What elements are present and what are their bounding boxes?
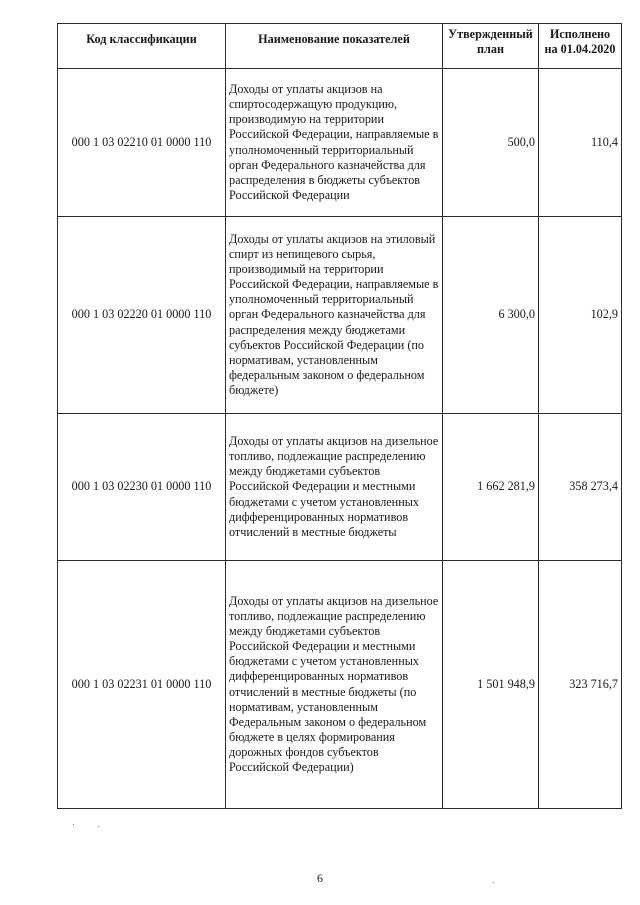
row-name: Доходы от уплаты акцизов на этиловый спирт из непищевого сырья, производимый на территории Российской Федерации, направляемые в уполномоченный территориальный орган Федерального казначейства для распределения между бюджетами субъектов Российской Федерации (по нормативам, установленным федеральным законом о федеральном бюджете) bbox=[226, 217, 443, 414]
table-row bbox=[58, 414, 622, 561]
header-done-line2: на 01.04.2020 bbox=[544, 42, 616, 56]
table-row bbox=[58, 69, 622, 217]
row-name: Доходы от уплаты акцизов на спиртосодержащую продукцию, производимую на территории Российской Федерации, направляемые в уполномоченный территориальный орган Федерального казначейства для распределения в бюджеты субъектов Российской Федерации bbox=[226, 69, 443, 217]
row-name: Доходы от уплаты акцизов на дизельное топливо, подлежащие распределению между бюджетами субъектов Российской Федерации и местными бюджетами с учетом установленных дифференцированных нормативов отчислений в местные бюджеты (по нормативам, установленным Федеральным законом о федеральном бюджете в целях формирования дорожных фондов субъектов Российской Федерации) bbox=[226, 561, 443, 809]
header-plan bbox=[443, 24, 539, 69]
page-number: 6 bbox=[317, 871, 323, 885]
header-plan-line2: план bbox=[477, 42, 504, 56]
row-code: 000 1 03 02210 01 0000 110 bbox=[58, 69, 226, 217]
row-code: 000 1 03 02220 01 0000 110 bbox=[58, 217, 226, 414]
header-done-line1: Исполнено bbox=[549, 27, 611, 41]
row-code: 000 1 03 02230 01 0000 110 bbox=[58, 414, 226, 561]
row-code: 000 1 03 02231 01 0000 110 bbox=[58, 561, 226, 809]
table-header-row bbox=[58, 24, 622, 69]
row-plan: 500,0 bbox=[443, 69, 539, 217]
header-name: Наименование показателей bbox=[226, 24, 443, 69]
row-done: 323 716,7 bbox=[539, 561, 622, 809]
header-done bbox=[539, 24, 622, 69]
revenue-table bbox=[57, 23, 622, 809]
scan-speck bbox=[73, 824, 74, 825]
table-row bbox=[58, 561, 622, 809]
row-done: 358 273,4 bbox=[539, 414, 622, 561]
row-name: Доходы от уплаты акцизов на дизельное топливо, подлежащие распределению между бюджетами субъектов Российской Федерации и местными бюджетами с учетом установленных дифференцированных нормативов отчислений в местные бюджеты bbox=[226, 414, 443, 561]
scan-speck bbox=[98, 826, 99, 827]
row-done: 102,9 bbox=[539, 217, 622, 414]
table-row bbox=[58, 217, 622, 414]
row-plan: 1 662 281,9 bbox=[443, 414, 539, 561]
row-plan: 1 501 948,9 bbox=[443, 561, 539, 809]
row-plan: 6 300,0 bbox=[443, 217, 539, 414]
header-code: Код классификации bbox=[58, 24, 226, 69]
row-done: 110,4 bbox=[539, 69, 622, 217]
header-plan-line1: Утвержденный bbox=[448, 27, 533, 41]
